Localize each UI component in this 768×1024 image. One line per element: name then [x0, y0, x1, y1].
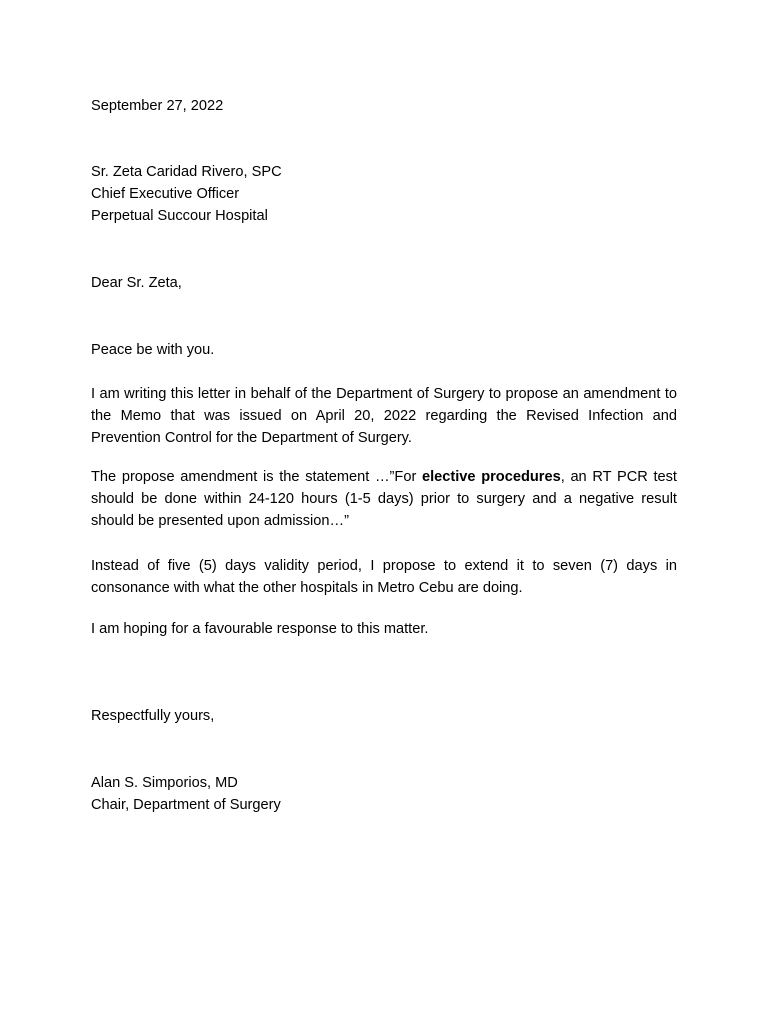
greeting: Peace be with you. [91, 342, 215, 358]
amendment-text-end: , an RT PCR test should be done within 24-120 hours (1-5 days) prior to surgery and a negative result should be presented upon admission…” [91, 469, 677, 529]
signature-block [91, 772, 677, 816]
recipient-organization: Perpetual Succour Hospital [91, 208, 268, 224]
signatory-title: Chair, Department of Surgery [91, 797, 281, 813]
salutation: Dear Sr. Zeta, [91, 275, 182, 291]
recipient-title: Chief Executive Officer [91, 186, 240, 202]
paragraph-proposal: I am writing this letter in behalf of the Department of Surgery to propose an amendment to the Memo that was issued on April 20, 2022 regarding the Revised Infection and Prevention Control for the Department of Surgery. [91, 386, 677, 446]
signatory-name: Alan S. Simporios, MD [91, 775, 238, 791]
amendment-text-start: The propose amendment is the statement …”For [91, 469, 422, 485]
letter-date: September 27, 2022 [91, 98, 224, 114]
recipient-name: Sr. Zeta Caridad Rivero, SPC [91, 164, 282, 180]
paragraph-amendment [91, 466, 677, 532]
closing: Respectfully yours, [91, 708, 215, 724]
amendment-bold-phrase: elective procedures [421, 469, 561, 485]
paragraph-validity: Instead of five (5) days validity period, I propose to extend it to seven (7) days in consonance with what the other hospitals in Metro Cebu are doing. [91, 558, 677, 596]
paragraph-hope: I am hoping for a favourable response to this matter. [91, 621, 429, 637]
recipient-block [91, 161, 677, 227]
